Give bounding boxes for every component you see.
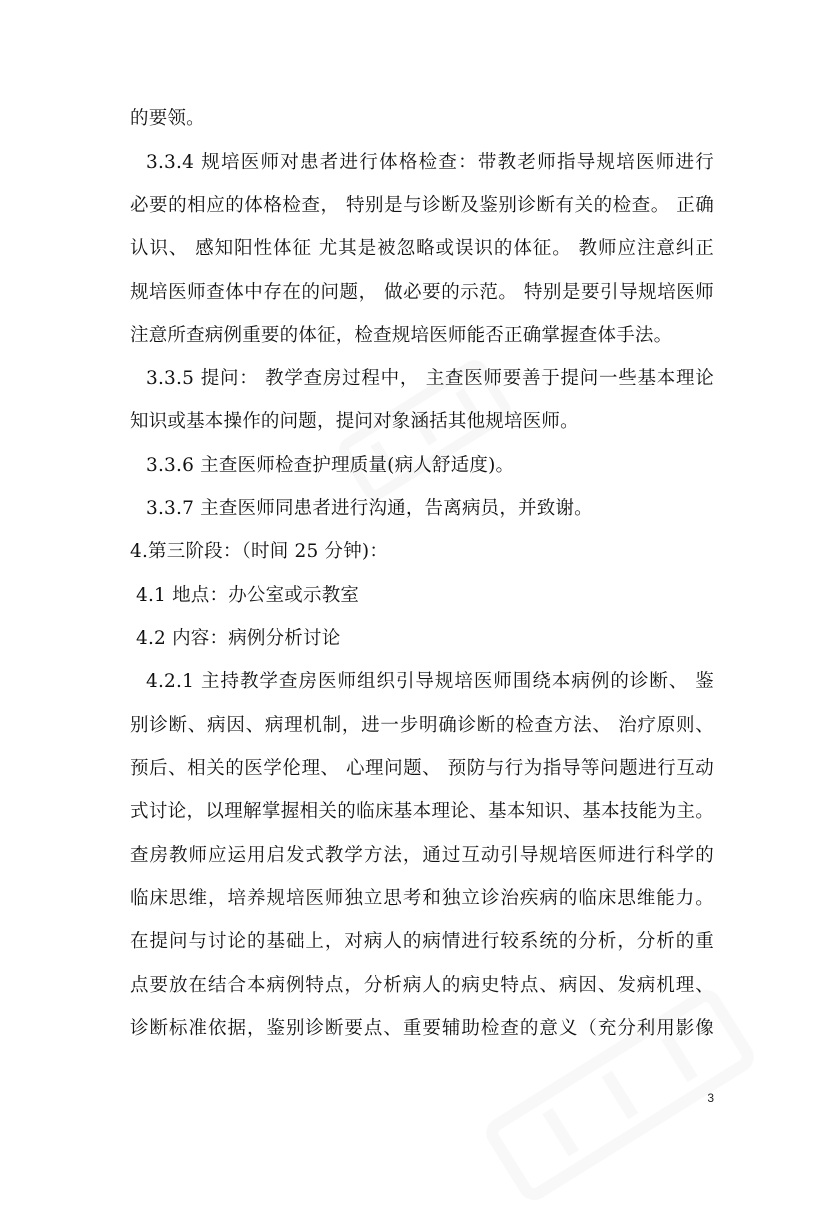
paragraph-line: 3.3.4 规培医师对患者进行体格检查：带教老师指导规培医师进行 [146,152,714,173]
paragraph-line: 知识或基本操作的问题，提问对象涵括其他规培医师。 [130,411,579,432]
paragraph-line: 别诊断、病因、病理机制，进一步明确诊断的检查方法、 治疗原则、 [130,715,714,736]
paragraph-line: 必要的相应的体格检查， 特别是与诊断及鉴别诊断有关的检查。 正确 [130,195,714,216]
section-heading: 4.第三阶段：（时间 25 分钟)： [130,541,389,562]
page-number: 3 [707,1091,714,1105]
paragraph-line: 在提问与讨论的基础上，对病人的病情进行较系统的分析，分析的重 [130,931,714,952]
paragraph-line: 规培医师查体中存在的问题， 做必要的示范。 特别是要引导规培医师 [130,282,714,303]
subsection-heading: 4.1 地点：办公室或示教室 [136,585,360,606]
watermark-logo-lower [467,966,773,1224]
subsection-heading: 4.2 内容：病例分析讨论 [136,628,341,649]
paragraph-line: 认识、 感知阳性体征 尤其是被忽略或误识的体征。 教师应注意纠正 [130,238,714,259]
paragraph-line: 3.3.6 主查医师检查护理质量(病人舒适度)。 [146,455,515,476]
paragraph-line: 预后、相关的医学伦理、 心理问题、 预防与行为指导等问题进行互动 [130,758,714,779]
paragraph-line: 诊断标准依据，鉴别诊断要点、重要辅助检查的意义（充分利用影像 [130,1018,714,1039]
paragraph-line: 的要领。 [130,108,205,129]
paragraph-line: 点要放在结合本病例特点，分析病人的病史特点、病因、发病机理、 [130,975,714,996]
paragraph-line: 3.3.5 提问： 教学查房过程中， 主查医师要善于提问一些基本理论 [146,368,714,389]
paragraph-line: 3.3.7 主查医师同患者进行沟通，告离病员，并致谢。 [146,498,593,519]
paragraph-line: 4.2.1 主持教学查房医师组织引导规培医师围绕本病例的诊断、 鉴 [146,671,714,692]
paragraph-line: 注意所查病例重要的体征，检查规培医师能否正确掌握查体手法。 [130,325,673,346]
paragraph-line: 式讨论，以理解掌握相关的临床基本理论、基本知识、基本技能为主。 [130,801,714,822]
paragraph-line: 临床思维，培养规培医师独立思考和独立诊治疾病的临床思维能力。 [130,888,714,909]
paragraph-line: 查房教师应运用启发式教学方法，通过互动引导规培医师进行科学的 [130,845,714,866]
